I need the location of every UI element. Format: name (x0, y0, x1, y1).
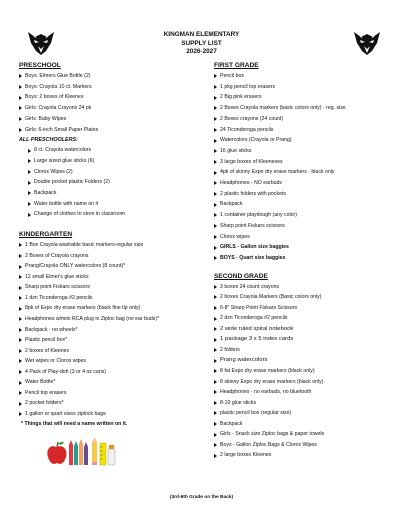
list-item: Girls - Snack size Ziploc bags & paper towels (214, 429, 399, 440)
kindergarten-list (19, 240, 204, 419)
bullet-arrow-icon (214, 338, 217, 342)
list-item: 2 plastic folders with pockets (214, 189, 399, 200)
list-item: Boys: Crayola 10 ct. Markers (19, 82, 204, 93)
bullet-arrow-icon (19, 85, 22, 89)
list-item: 1 Box Crayola washable basic markers-regular size (19, 240, 204, 251)
list-item: Sharp point Fiskars scissors (214, 221, 399, 232)
bullet-arrow-icon (214, 246, 217, 250)
bullet-arrow-icon (214, 380, 217, 384)
list-item: 2 folders (214, 345, 399, 356)
bullet-arrow-icon (19, 338, 22, 342)
list-item: Sharp point Fiskars scissors (19, 282, 204, 293)
list-item: 1 package 3 x 5 index cards (214, 334, 399, 345)
bullet-arrow-icon (19, 296, 22, 300)
second-grade-list (214, 282, 399, 461)
list-item: 16 glue sticks (214, 146, 399, 157)
bullet-arrow-icon (19, 391, 22, 395)
list-item: 6-8" Sharp Point Fiskars Scissors (214, 303, 399, 314)
list-item: BOYS - Quart size baggies (214, 253, 399, 264)
bullet-arrow-icon (214, 181, 217, 185)
bullet-arrow-icon (214, 369, 217, 373)
bullet-arrow-icon (214, 149, 217, 153)
bullet-arrow-icon (214, 256, 217, 260)
list-item: Backpack (214, 199, 399, 210)
list-item: GIRLS - Gallon size baggies (214, 242, 399, 253)
list-item: 8-10 glue sticks (214, 398, 399, 409)
list-item: Boys: 2 boxes of Kleenex (19, 92, 204, 103)
bullet-arrow-icon (214, 117, 217, 121)
list-item: 24 Ticonderoga pencils (214, 125, 399, 136)
bullet-arrow-icon (214, 96, 217, 100)
list-item: Clorox wipes (214, 232, 399, 243)
bullet-arrow-icon (19, 402, 22, 406)
second-grade-heading: SECOND GRADE (214, 272, 268, 280)
right-column (214, 61, 399, 461)
bullet-arrow-icon (214, 139, 217, 143)
bullet-arrow-icon (19, 412, 22, 416)
school-supplies-clipart-icon (45, 437, 117, 467)
bullet-arrow-icon (214, 317, 217, 321)
list-item: Wet wipes or Clorox wipes (19, 356, 204, 367)
bullet-arrow-icon (19, 265, 22, 269)
bullet-arrow-icon (19, 317, 22, 321)
list-item: 2 large boxes Kleenex (214, 450, 399, 461)
list-item: 2 dzn Ticonderoga #2 pencils (214, 313, 399, 324)
bullet-arrow-icon (214, 443, 217, 447)
bullet-arrow-icon (214, 359, 217, 363)
list-item: 4 Pack of Play-doh (3 or 4 oz cans) (19, 367, 204, 378)
list-item: 2 Boxes of Crayola crayons (19, 251, 204, 262)
first-grade-list (214, 71, 399, 264)
list-item: 1 container playdough (any color) (214, 210, 399, 221)
list-item: 8 skinny Expo dry erase markers (black only) (214, 377, 399, 388)
bullet-arrow-icon (214, 192, 217, 196)
list-item: 8 ct. Crayola watercolors (19, 145, 204, 156)
list-item: 2 Big pink erasers (214, 92, 399, 103)
list-item: 3 boxes 24 count crayons (214, 282, 399, 293)
bullet-arrow-icon (19, 106, 22, 110)
bullet-arrow-icon (214, 85, 217, 89)
bullet-arrow-icon (214, 224, 217, 228)
list-item: Backpack (214, 419, 399, 430)
list-item: Clorox Wipes (2) (19, 167, 204, 178)
footer-note: (3rd-6th Grade on the Back) (169, 495, 234, 500)
school-name: KINGMAN ELEMENTARY (163, 31, 240, 38)
bullet-arrow-icon (28, 181, 31, 185)
bullet-arrow-icon (214, 454, 217, 458)
bullet-arrow-icon (214, 160, 217, 164)
bullet-arrow-icon (19, 96, 22, 100)
bullet-arrow-icon (28, 191, 31, 195)
bullet-arrow-icon (19, 328, 22, 332)
list-item: 2 wide ruled spiral notebook (214, 324, 399, 335)
bullet-arrow-icon (214, 106, 217, 110)
list-item: 8pk of Expo dry erase markers (black fine tip only) (19, 303, 204, 314)
bullet-arrow-icon (28, 170, 31, 174)
first-grade-heading: FIRST GRADE (214, 62, 259, 69)
bullet-arrow-icon (214, 295, 217, 299)
bullet-arrow-icon (214, 203, 217, 207)
preschool-heading: PRESCHOOL (19, 62, 61, 69)
bullet-arrow-icon (19, 359, 22, 363)
bullet-arrow-icon (214, 327, 217, 331)
list-item: Boys: Elmers Glue Bottle (2) (19, 71, 204, 82)
bullet-arrow-icon (214, 401, 217, 405)
bullet-arrow-icon (19, 286, 22, 290)
bullet-arrow-icon (19, 370, 22, 374)
list-item: Plastic pencil box* (19, 335, 204, 346)
list-item: 1 pkg pencil top erasers (214, 82, 399, 93)
list-item: Water bottle with name on it (19, 199, 204, 210)
preschool-list (19, 71, 204, 135)
name-note: * Things that will need a name written on it. (21, 421, 128, 428)
list-item: Boys - Gallon Ziploc Bags & Clorox Wipes (214, 440, 399, 451)
left-column (19, 61, 204, 429)
list-item: Headphones - no earbuds, no bluetooth (214, 387, 399, 398)
list-item: 8 fat Expo dry erase markers (black only) (214, 366, 399, 377)
bullet-arrow-icon (28, 213, 31, 217)
list-item: 2 Boxes crayons (24 count) (214, 114, 399, 125)
bullet-arrow-icon (214, 306, 217, 310)
bullet-arrow-icon (19, 254, 22, 258)
document-title: SUPPLY LIST (181, 39, 222, 47)
bullet-arrow-icon (19, 381, 22, 385)
list-item: Large sized glue sticks (6) (19, 156, 204, 167)
document-header (0, 31, 403, 57)
bullet-arrow-icon (214, 213, 217, 217)
list-item: 12 small Elmer's glue sticks (19, 272, 204, 283)
list-item: 1 gallon or quart sizes ziplock bags (19, 409, 204, 420)
bullet-arrow-icon (19, 128, 22, 132)
list-item: Double pocket plastic Folders (2) (19, 177, 204, 188)
bullet-arrow-icon (28, 149, 31, 153)
bullet-arrow-icon (19, 307, 22, 311)
list-item: 1 dzn Ticonderoga #2 pencils (19, 293, 204, 304)
bullet-arrow-icon (214, 235, 217, 239)
bullet-arrow-icon (19, 243, 22, 247)
list-item: Pencil top erasers (19, 388, 204, 399)
bullet-arrow-icon (214, 411, 217, 415)
list-item: Water Bottle* (19, 377, 204, 388)
list-item: Headphones w/mini RCA plug in Ziploc bag (no ear buds)* (19, 314, 204, 325)
list-item: Girls: 6-inch Small Paper Plates (19, 125, 204, 136)
list-item: Pencil box (214, 71, 399, 82)
list-item: Change of clothes to store in classroom (19, 209, 204, 220)
list-item: Backpack - no wheels* (19, 325, 204, 336)
list-item: plastic pencil box (regular size) (214, 408, 399, 419)
list-item: 4pk of skinny Expo dry erase markers - black only (214, 167, 399, 178)
list-item: 3 large boxes of Kleenexes (214, 157, 399, 168)
list-item: Girls: Baby Wipes (19, 114, 204, 125)
bullet-arrow-icon (28, 159, 31, 163)
bullet-arrow-icon (19, 349, 22, 353)
all-preschoolers-heading: ALL PRESCHOOLERS: (19, 137, 78, 144)
list-item: 2 boxes Crayola Markers (Basic colors only) (214, 292, 399, 303)
school-year: 2026-2027 (186, 48, 217, 56)
bullet-arrow-icon (214, 171, 217, 175)
list-item: 2 Boxes Crayola markers (basic colors only) - reg. size (214, 103, 399, 114)
bullet-arrow-icon (214, 74, 217, 78)
bullet-arrow-icon (19, 74, 22, 78)
bullet-arrow-icon (214, 390, 217, 394)
list-item: 2 pocket folders* (19, 398, 204, 409)
list-item: Watercolors (Crayola or Prang) (214, 135, 399, 146)
bullet-arrow-icon (214, 285, 217, 289)
list-item: Prang/Crayola ONLY watercolors (8 count)* (19, 261, 204, 272)
list-item: Headphones - NO earbuds (214, 178, 399, 189)
bullet-arrow-icon (214, 128, 217, 132)
kindergarten-heading: KINDERGARTEN (19, 231, 73, 239)
list-item: Prang watercolors (214, 355, 399, 366)
bullet-arrow-icon (19, 275, 22, 279)
bullet-arrow-icon (28, 202, 31, 206)
list-item: 2 boxes of Kleenex (19, 346, 204, 357)
bullet-arrow-icon (214, 422, 217, 426)
all-preschoolers-list (19, 145, 204, 220)
bullet-arrow-icon (214, 348, 217, 352)
bullet-arrow-icon (19, 117, 22, 121)
bullet-arrow-icon (214, 433, 217, 437)
list-item: Girls: Crayola Crayons 24 pk (19, 103, 204, 114)
list-item: Backpack (19, 188, 204, 199)
